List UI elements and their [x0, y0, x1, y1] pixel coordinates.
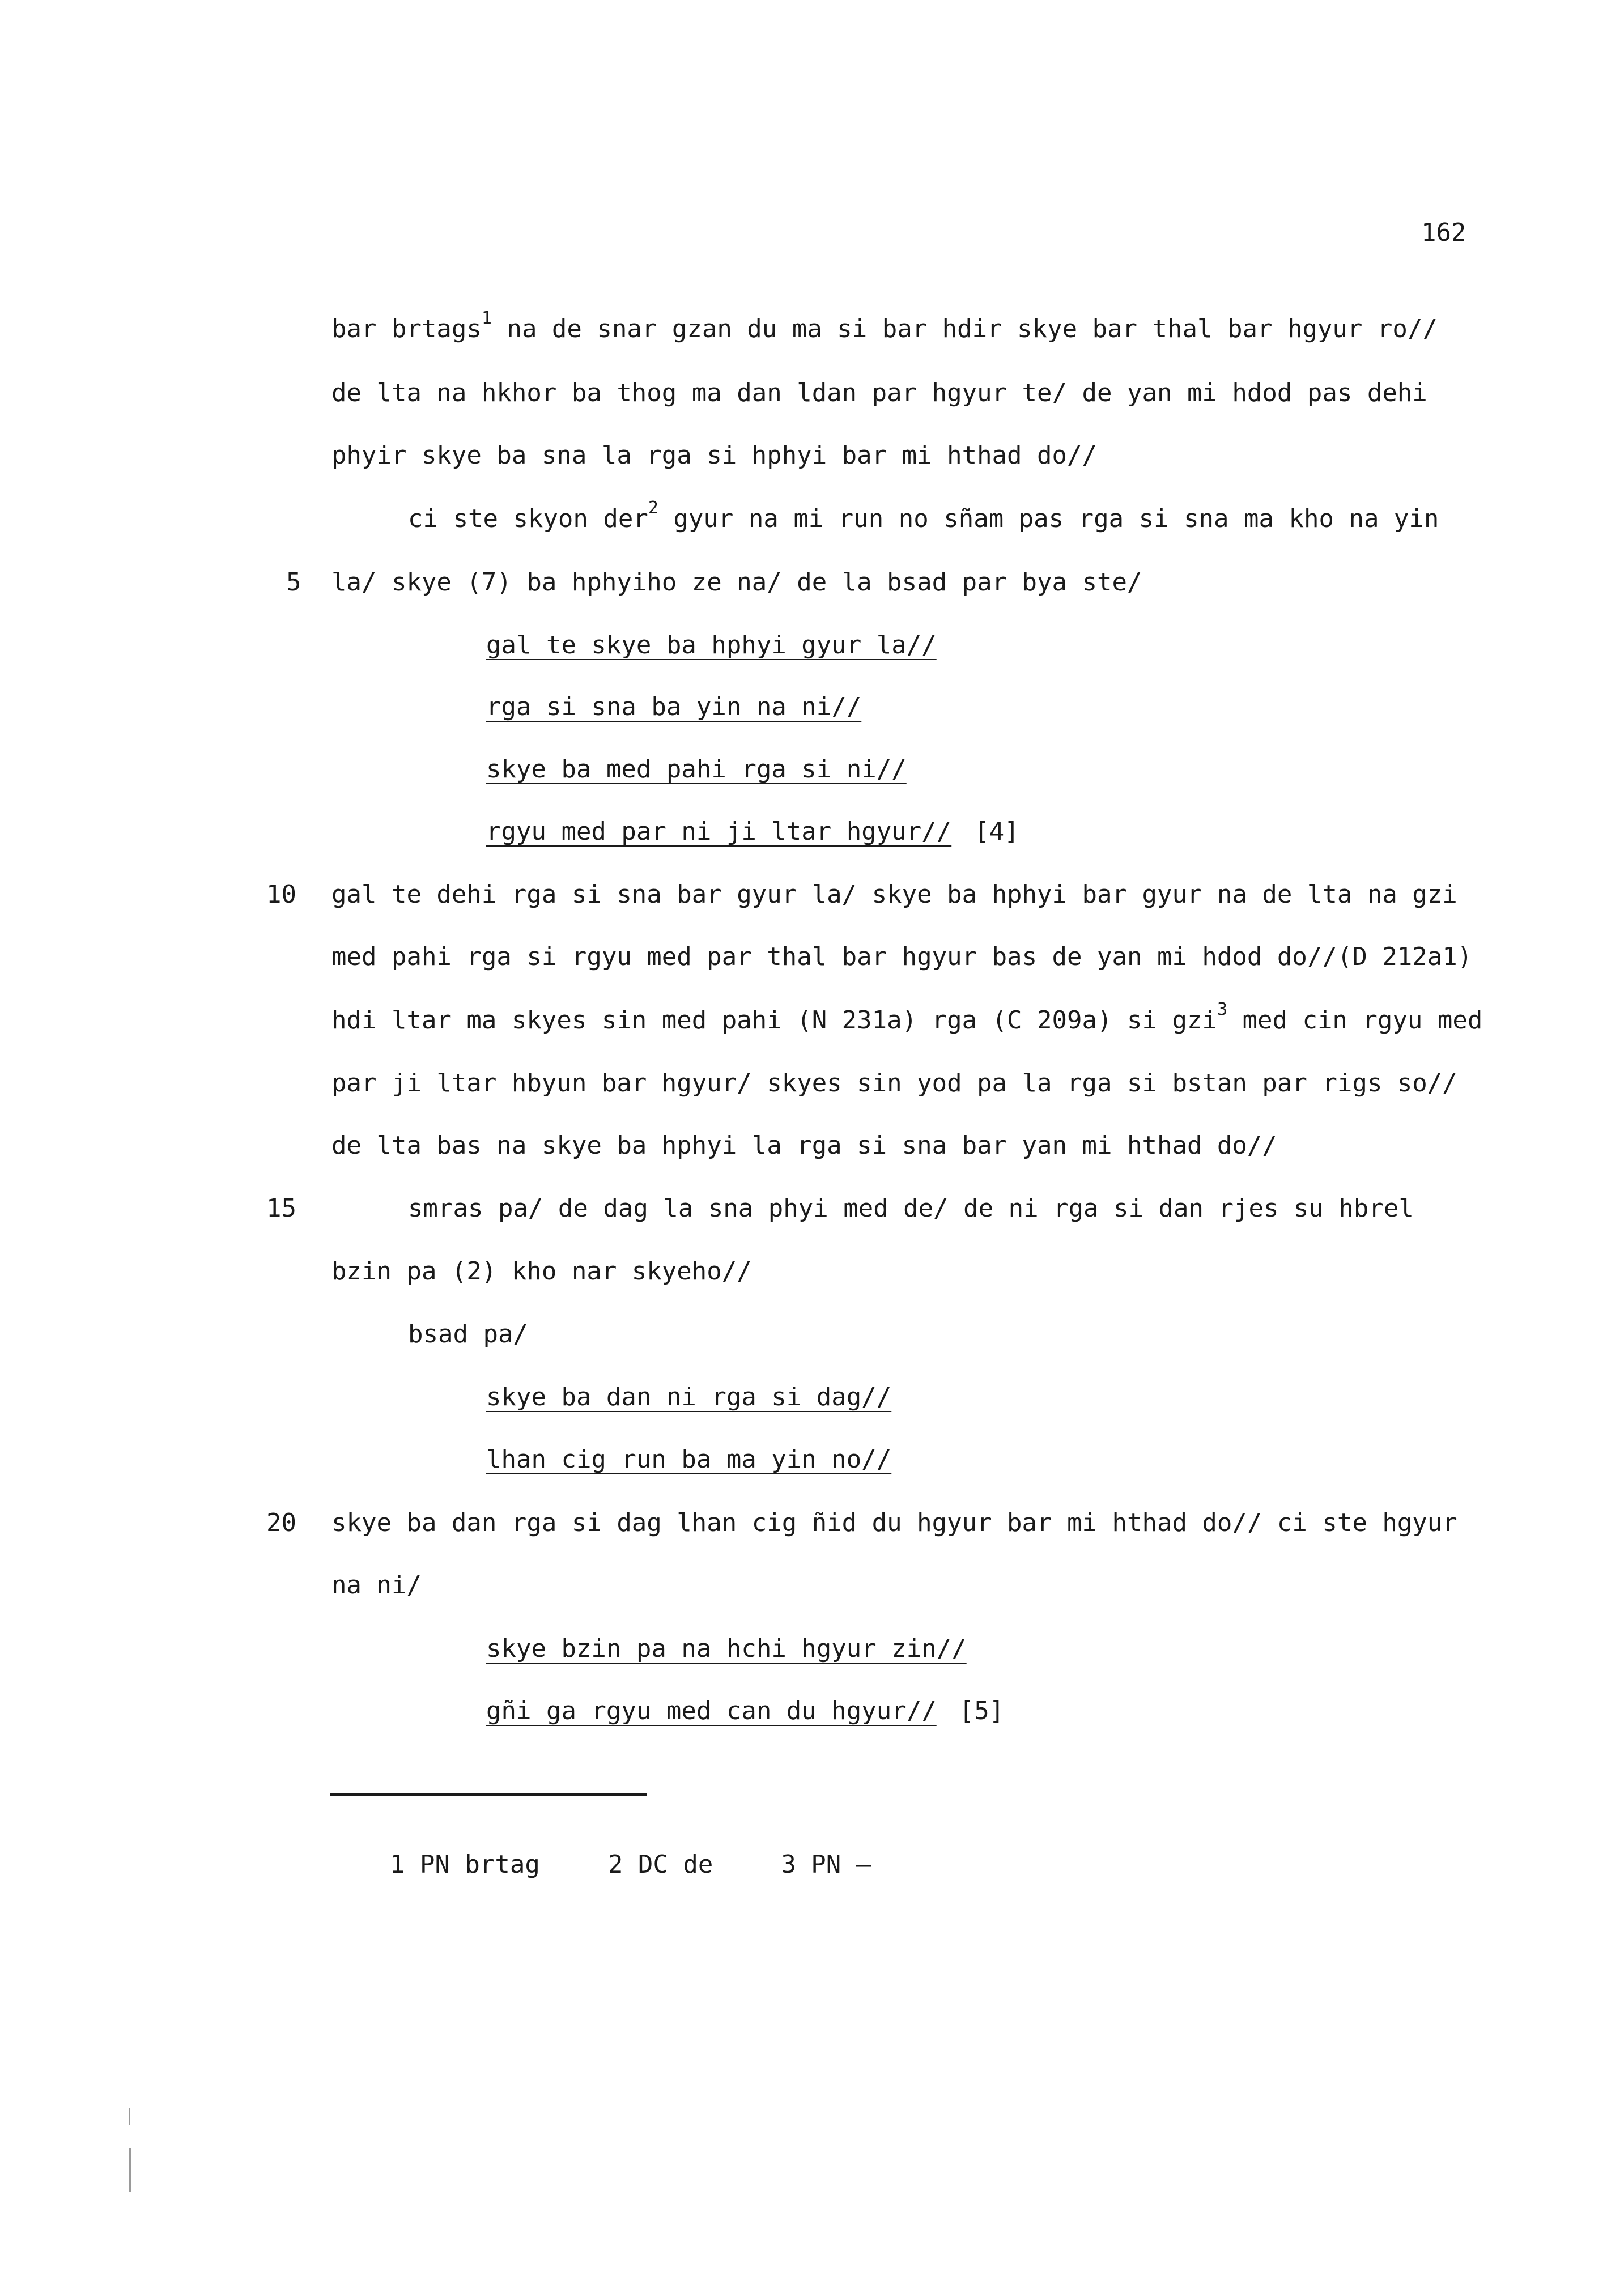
text-line [331, 1000, 1483, 1035]
text-line [331, 308, 1438, 343]
text-line [408, 1320, 528, 1349]
verse-text: rga si sna ba yin na ni// [486, 692, 862, 721]
footnote-marker: 1 [481, 308, 492, 328]
verse-line [486, 692, 861, 721]
footnote-3: 3 PN — [781, 1850, 871, 1879]
text-segment: smras pa/ de dag la sna phyi med de/ de ni rga si dan rjes su hbrel [408, 1194, 1414, 1223]
text-segment: hdi ltar ma skyes sin med pahi (N 231a) rga (C 209a) si gzi [331, 1006, 1217, 1035]
text-segment: bsad pa/ [408, 1320, 528, 1349]
verse-line [486, 1634, 967, 1663]
verse-text: gñi ga rgyu med can du hgyur// [486, 1697, 937, 1725]
text-line [331, 1571, 422, 1600]
text-segment: par ji ltar hbyun bar hgyur/ skyes sin yod pa la rga si bstan par rigs so// [331, 1069, 1457, 1098]
text-segment: bzin pa (2) kho nar skyeho// [331, 1257, 752, 1286]
footnote-marker: 2 [648, 498, 658, 518]
line-number: 10 [266, 880, 296, 909]
line-number: 20 [266, 1508, 296, 1537]
text-line [331, 441, 1097, 470]
text-line [331, 1508, 1457, 1537]
page-number: 162 [1421, 218, 1466, 247]
verse-text: lhan cig run ba ma yin no// [486, 1445, 892, 1474]
text-line [331, 1257, 752, 1286]
text-line [408, 1194, 1414, 1223]
line-number: 15 [266, 1194, 296, 1223]
text-line [331, 1131, 1277, 1160]
verse-text: skye ba dan ni rga si dag// [486, 1383, 892, 1411]
text-segment: med pahi rga si rgyu med par thal bar hgyur bas de yan mi hdod do//(D 212a1) [331, 942, 1473, 971]
text-line [331, 880, 1457, 909]
verse-text: gal te skye ba hphyi gyur la// [486, 631, 937, 660]
verse-line [486, 755, 907, 784]
text-line [331, 568, 1142, 597]
verse-line [486, 631, 937, 660]
footnote-rule [330, 1793, 647, 1796]
verse-line [486, 1383, 891, 1411]
footnotes [330, 1821, 939, 1908]
text-line [408, 498, 1439, 533]
verse-line [486, 1445, 891, 1474]
text-segment: gal te dehi rga si sna bar gyur la/ skye ba hphyi bar gyur na de lta na gzi [331, 880, 1457, 909]
verse-text: rgyu med par ni ji ltar hgyur// [486, 817, 952, 846]
verse-line [486, 1697, 1004, 1725]
line-number: 5 [286, 568, 301, 597]
text-segment: la/ skye (7) ba hphyiho ze na/ de la bsad par bya ste/ [331, 568, 1142, 597]
text-segment: med cin rgyu med [1227, 1006, 1483, 1035]
text-segment: bar brtags [331, 314, 482, 343]
footnote-marker: 3 [1217, 1000, 1227, 1019]
verse-text: skye bzin pa na hchi hgyur zin// [486, 1634, 967, 1663]
text-segment: skye ba dan rga si dag lhan cig ñid du hgyur bar mi hthad do// ci ste hgyur [331, 1508, 1457, 1537]
verse-text: skye ba med pahi rga si ni// [486, 755, 907, 784]
text-line [331, 1069, 1457, 1098]
verse-line [486, 817, 1019, 846]
text-line [331, 942, 1472, 971]
text-line [331, 379, 1427, 407]
footnote-2: 2 DC de [607, 1850, 713, 1879]
text-segment: ci ste skyon der [408, 504, 648, 533]
text-segment: de lta na hkhor ba thog ma dan ldan par hgyur te/ de yan mi hdod pas dehi [331, 379, 1427, 407]
footnote-1: 1 PN brtag [389, 1850, 540, 1879]
text-segment: de lta bas na skye ba hphyi la rga si sna bar yan mi hthad do// [331, 1131, 1277, 1160]
text-segment: na de snar gzan du ma si bar hdir skye bar thal bar hgyur ro// [491, 314, 1438, 343]
text-segment: phyir skye ba sna la rga si hphyi bar mi hthad do// [331, 441, 1098, 470]
verse-number-bracket: [4] [974, 817, 1019, 846]
verse-number-bracket: [5] [959, 1697, 1005, 1725]
text-segment: na ni/ [331, 1571, 422, 1600]
margin-mark [129, 2108, 130, 2125]
margin-mark [129, 2148, 131, 2192]
text-segment: gyur na mi run no sñam pas rga si sna ma kho na yin [658, 504, 1439, 533]
